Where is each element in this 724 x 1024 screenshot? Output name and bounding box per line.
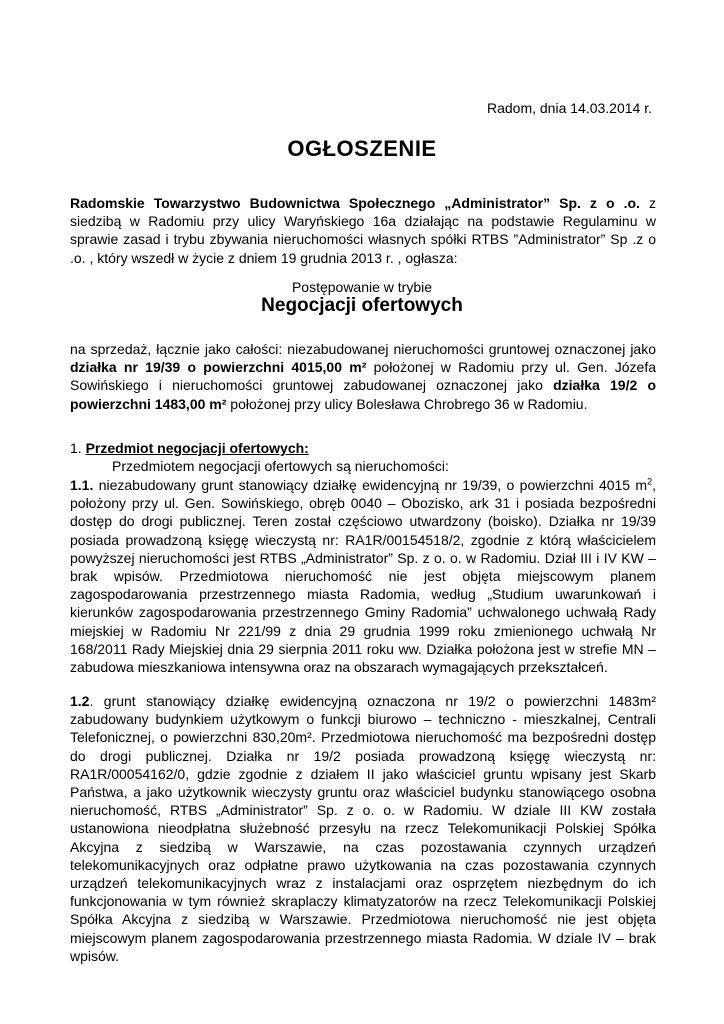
sale-text-2: położonej w Radomiu przy ul. Gen. Józefa Sowińskiego i nieruchomości gruntowej zabudowanej oznaczonej jako — [70, 359, 657, 394]
sale-text-3: położonej przy ulicy Bolesława Chrobrego 36 w Radomiu. — [226, 395, 588, 412]
sale-plot-1: działka nr 19/39 o powierzchni 4015,00 m² — [70, 359, 367, 376]
section-heading — [70, 440, 309, 456]
sale-plot-2: działka 19/2 o powierzchni 1483,00 m² — [70, 377, 656, 412]
paragraph-1-2-number: 1.2 — [70, 693, 90, 709]
intro-text: z siedzibą w Radomiu przy ulicy Waryńskiego 16a działając na podstawie Regulaminu w sprawie zasad i trybu zbywania nieruchomości własnych spółki RTBS ”Administrator” Sp .z o .o. , który wszedł w życie z dniem 19 grudnia 2013 r. , ogłasza: — [70, 195, 656, 266]
paragraph-1-1-superscript: 2 — [647, 476, 653, 487]
date-line: Radom, dnia 14.03.2014 r. — [486, 100, 652, 116]
paragraph-1-1-text-b: , położony przy ul. Gen. Sowińskiego, obręb 0040 – Obozisko, ark 31 i posiada bezpośredni dostęp do drogi publicznej. Teren został częściowo utwardzony (boisko). Działka nr 19/39 posiada prowadzoną księgę wieczystą nr: RA1R/00154518/2, zgodnie z którą właścicielem powyższej nieruchomości jest RTBS „Administrator” Sp. z o. o. w Radomiu. Dział III i IV KW – brak wpisów. Przedmiotowa nieruchomość nie jest objęta miejscowym planem zagospodarowania przestrzennego miasta Radomia, według „Studium uwarunkowań i kierunków zagospodarowania przestrzennego Gminy Radomia” uchwalonego uchwałą Rady miejskiej w Radomiu Nr 221/99 z dnia 29 grudnia 1999 roku zmienionego uchwałą Nr 168/2011 Rady Miejskiej dnia 29 sierpnia 2011 roku ww. Działka położona jest w strefie MN – zabudowa mieszkaniowa intensywna oraz na obszarach wymagających przekształceń. — [70, 477, 656, 676]
procedure-title: Negocjacji ofertowych — [261, 295, 463, 316]
sale-paragraph — [70, 340, 656, 413]
section-subheading: Przedmiotem negocjacji ofertowych są nieruchomości: — [112, 458, 449, 474]
section-title: Przedmiot negocjacji ofertowych: — [85, 440, 309, 456]
paragraph-1-1-number: 1.1. — [70, 477, 94, 493]
paragraph-1-1 — [70, 476, 656, 676]
document-title: OGŁOSZENIE — [287, 136, 437, 161]
paragraph-1-2-text: . grunt stanowiący działkę ewidencyjną oznaczona nr 19/2 o powierzchni 1483m² zabudowany budynkiem użytkowym o funkcji biurowo – techniczno - mieszkalnej, Centrali Telefonicznej, o powierzchni 830,20m². Przedmiotowa nieruchomość ma bezpośredni dostęp do drogi publicznej. Działka nr 19/2 posiada prowadzoną księgę wieczystą nr: RA1R/00054162/0, gdzie zgodnie z działem II jako właściciel gruntu wpisany jest Skarb Państwa, a jako użytkownik wieczysty gruntu oraz właściciel budynku stanowiącego osobna nieruchomość, RTBS „Administrator” Sp. z o. o. w Radomiu. W dziale III KW została ustanowiona nieodpłatna służebność przesyłu na rzecz Telekomunikacji Polskiej Spółka Akcyjna z siedzibą w Warszawie, na czas pozostawania czynnych urządzeń telekomunikacyjnych oraz odpłatne prawo użytkowania na czas pozostawania czynnych urządzeń telekomunikacyjnych wraz z instalacjami oraz osprzętem niezbędnym do ich funkcjonowania w tym również skraplaczy klimatyzatorów na rzecz Telekomunikacji Polskiej Spółka Akcyjna z siedzibą w Warszawie. Przedmiotowa nieruchomość nie jest objęta miejscowym planem zagospodarowania przestrzennego miasta Radomia. W dziale IV – brak wpisów. — [70, 693, 656, 964]
procedure-line: Postępowanie w trybie — [291, 279, 433, 295]
company-name: Radomskie Towarzystwo Budownictwa Społecznego „Administrator” Sp. z o .o. — [70, 195, 640, 211]
paragraph-1-1-text-a: niezabudowany grunt stanowiący działkę ewidencyjną nr 19/39, o powierzchni 4015 m — [93, 477, 648, 493]
sale-text-1: na sprzedaż, łącznie jako całości: niezabudowanej nieruchomości gruntowej oznaczonej jako — [70, 341, 656, 357]
paragraph-1-2 — [70, 692, 656, 965]
section-number: 1. — [70, 440, 86, 456]
intro-paragraph — [70, 194, 656, 267]
